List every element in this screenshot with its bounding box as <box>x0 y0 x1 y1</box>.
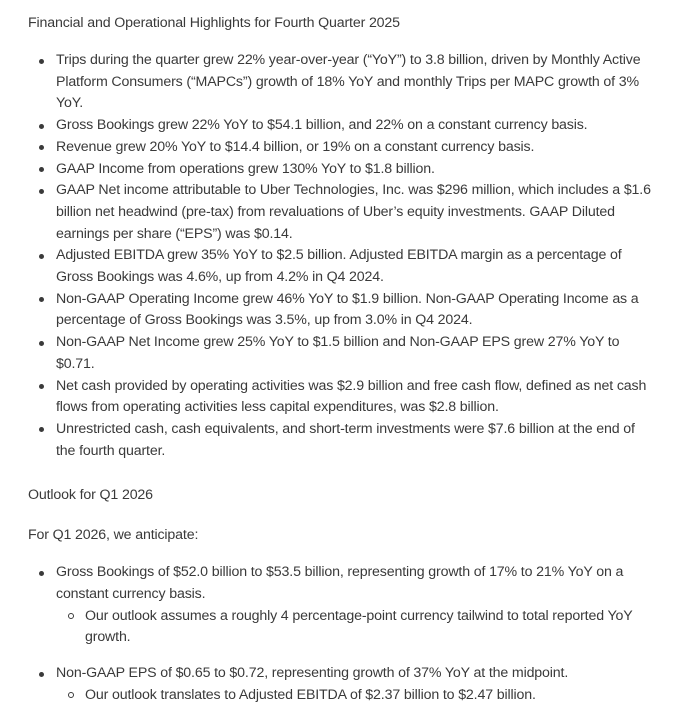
list-item: Adjusted EBITDA grew 35% YoY to $2.5 billion. Adjusted EBITDA margin as a percentage of Gross Bookings was 4.6%, up from 4.2% in Q4 2024. <box>56 245 654 288</box>
outlook-list <box>28 562 654 706</box>
outlook-heading: Outlook for Q1 2026 <box>28 487 153 504</box>
list-item: Non-GAAP Operating Income grew 46% YoY to $1.9 billion. Non-GAAP Operating Income as a percentage of Gross Bookings was 3.5%, up from 3.0% in Q4 2024. <box>56 289 654 332</box>
list-item: GAAP Net income attributable to Uber Technologies, Inc. was $296 million, which includes a $1.6 billion net headwind (pre-tax) from revaluations of Uber’s equity investments. GAAP Diluted earnings per share (“EPS”) was $0.14. <box>56 180 654 245</box>
list-item: Revenue grew 20% YoY to $14.4 billion, or 19% on a constant currency basis. <box>56 137 654 159</box>
outlook-item-eps <box>56 663 654 706</box>
sub-list <box>56 606 654 649</box>
list-item-text: Non-GAAP EPS of $0.65 to $0.72, representing growth of 37% YoY at the midpoint. <box>56 665 569 682</box>
highlights-heading: Financial and Operational Highlights for Fourth Quarter 2025 <box>28 15 400 31</box>
list-item: Gross Bookings grew 22% YoY to $54.1 billion, and 22% on a constant currency basis. <box>56 115 654 137</box>
outlook-item-gross-bookings <box>56 562 654 649</box>
list-item: Trips during the quarter grew 22% year-over-year (“YoY”) to 3.8 billion, driven by Monthly Active Platform Consumers (“MAPCs”) growth of 18% YoY and monthly Trips per MAPC growth of 3% YoY. <box>56 50 654 115</box>
outlook-intro: For Q1 2026, we anticipate: <box>28 527 199 544</box>
list-item: Unrestricted cash, cash equivalents, and short-term investments were $7.6 billion at the end of the fourth quarter. <box>56 419 654 462</box>
list-item: Non-GAAP Net Income grew 25% YoY to $1.5 billion and Non-GAAP EPS grew 27% YoY to $0.71. <box>56 332 654 375</box>
sub-list-item: Our outlook translates to Adjusted EBITDA of $2.37 billion to $2.47 billion. <box>85 685 654 707</box>
sub-list-item: Our outlook assumes a roughly 4 percentage-point currency tailwind to total reported YoY growth. <box>85 606 654 649</box>
list-item: Net cash provided by operating activities was $2.9 billion and free cash flow, defined as net cash flows from operating activities less capital expenditures, was $2.8 billion. <box>56 376 654 419</box>
list-item: GAAP Income from operations grew 130% YoY to $1.8 billion. <box>56 159 654 181</box>
sub-list <box>56 685 654 707</box>
highlights-list <box>28 50 654 462</box>
list-item-text: Gross Bookings of $52.0 billion to $53.5 billion, representing growth of 17% to 21% YoY on a constant currency basis. <box>56 564 624 603</box>
